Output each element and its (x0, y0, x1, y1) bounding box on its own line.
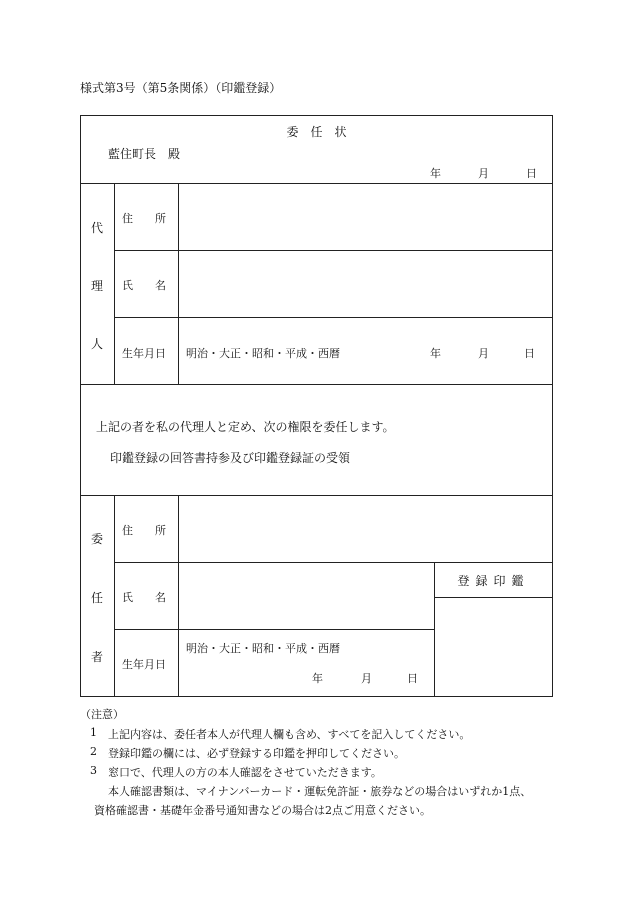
delegator-name-field[interactable] (179, 563, 433, 628)
delegation-authority: 印鑑登録の回答書持参及び印鑑登録証の受領 (110, 451, 351, 465)
agent-address-label: 住 所 (122, 212, 166, 225)
agent-birth-day-label: 日 (524, 347, 535, 360)
delegator-name-label: 氏 名 (122, 591, 166, 604)
form-number: 様式第3号（第5条関係）（印鑑登録） (80, 81, 282, 95)
delegator-address-label: 住 所 (122, 524, 166, 537)
divider-agent-2 (114, 317, 553, 318)
delegator-birth-month-label: 月 (361, 672, 372, 685)
date-month-label: 月 (478, 167, 489, 180)
seal-label: 登録印鑑 (457, 574, 530, 588)
vdivider-delegator-label (114, 495, 115, 696)
agent-name-label: 氏 名 (122, 279, 166, 292)
date-year-label: 年 (430, 167, 441, 180)
note-3-continuation-1: 本人確認書類は、マイナンバーカード・運転免許証・旅券などの場合はいずれか1点、 (108, 785, 532, 798)
agent-birth-month-label: 月 (478, 347, 489, 360)
agent-birth-year-label: 年 (430, 347, 441, 360)
delegator-address-field[interactable] (179, 496, 551, 561)
agent-label-char-3: 人 (90, 337, 103, 351)
delegator-birth-label: 生年月日 (122, 658, 166, 671)
delegator-birth-day-label: 日 (407, 672, 418, 685)
table-border-right (552, 115, 553, 697)
notes-heading: （注意） (80, 708, 124, 721)
note-3-continuation-2: 資格確認書・基礎年金番号通知書などの場合は2点ご用意ください。 (94, 804, 431, 817)
form-title: 委 任 状 (286, 125, 347, 139)
delegator-label-char-3: 者 (90, 650, 103, 664)
agent-label-char-1: 代 (90, 221, 103, 235)
divider-delegator-2 (114, 629, 434, 630)
divider-agent-end (80, 384, 553, 385)
delegator-birth-year-label: 年 (312, 672, 323, 685)
agent-name-field[interactable] (179, 251, 551, 316)
agent-address-field[interactable] (179, 184, 551, 249)
agent-era-options[interactable]: 明治・大正・昭和・平成・西暦 (186, 347, 340, 360)
delegator-label-char-2: 任 (90, 591, 103, 605)
seal-stamp-area[interactable] (435, 598, 551, 695)
table-border-left (80, 115, 81, 697)
agent-birth-label: 生年月日 (122, 347, 166, 360)
note-2-text: 登録印鑑の欄には、必ず登録する印鑑を押印してください。 (108, 747, 405, 760)
delegation-statement: 上記の者を私の代理人と定め、次の権限を委任します。 (96, 420, 395, 434)
vdivider-agent-label (114, 183, 115, 384)
date-day-label: 日 (526, 167, 537, 180)
note-2-number: 2 (90, 745, 97, 758)
agent-label-char-2: 理 (90, 279, 103, 293)
note-3-text: 窓口で、代理人の方の本人確認をさせていただきます。 (108, 766, 382, 779)
delegator-era-options[interactable]: 明治・大正・昭和・平成・西暦 (186, 642, 340, 655)
note-3-number: 3 (90, 764, 97, 777)
addressee: 藍住町長 殿 (108, 147, 181, 161)
note-1-text: 上記内容は、委任者本人が代理人欄も含め、すべてを記入してください。 (108, 728, 471, 741)
delegator-label-char-1: 委 (90, 532, 103, 546)
table-border-top (80, 115, 553, 116)
table-border-bottom (80, 696, 553, 697)
note-1-number: 1 (90, 726, 97, 739)
